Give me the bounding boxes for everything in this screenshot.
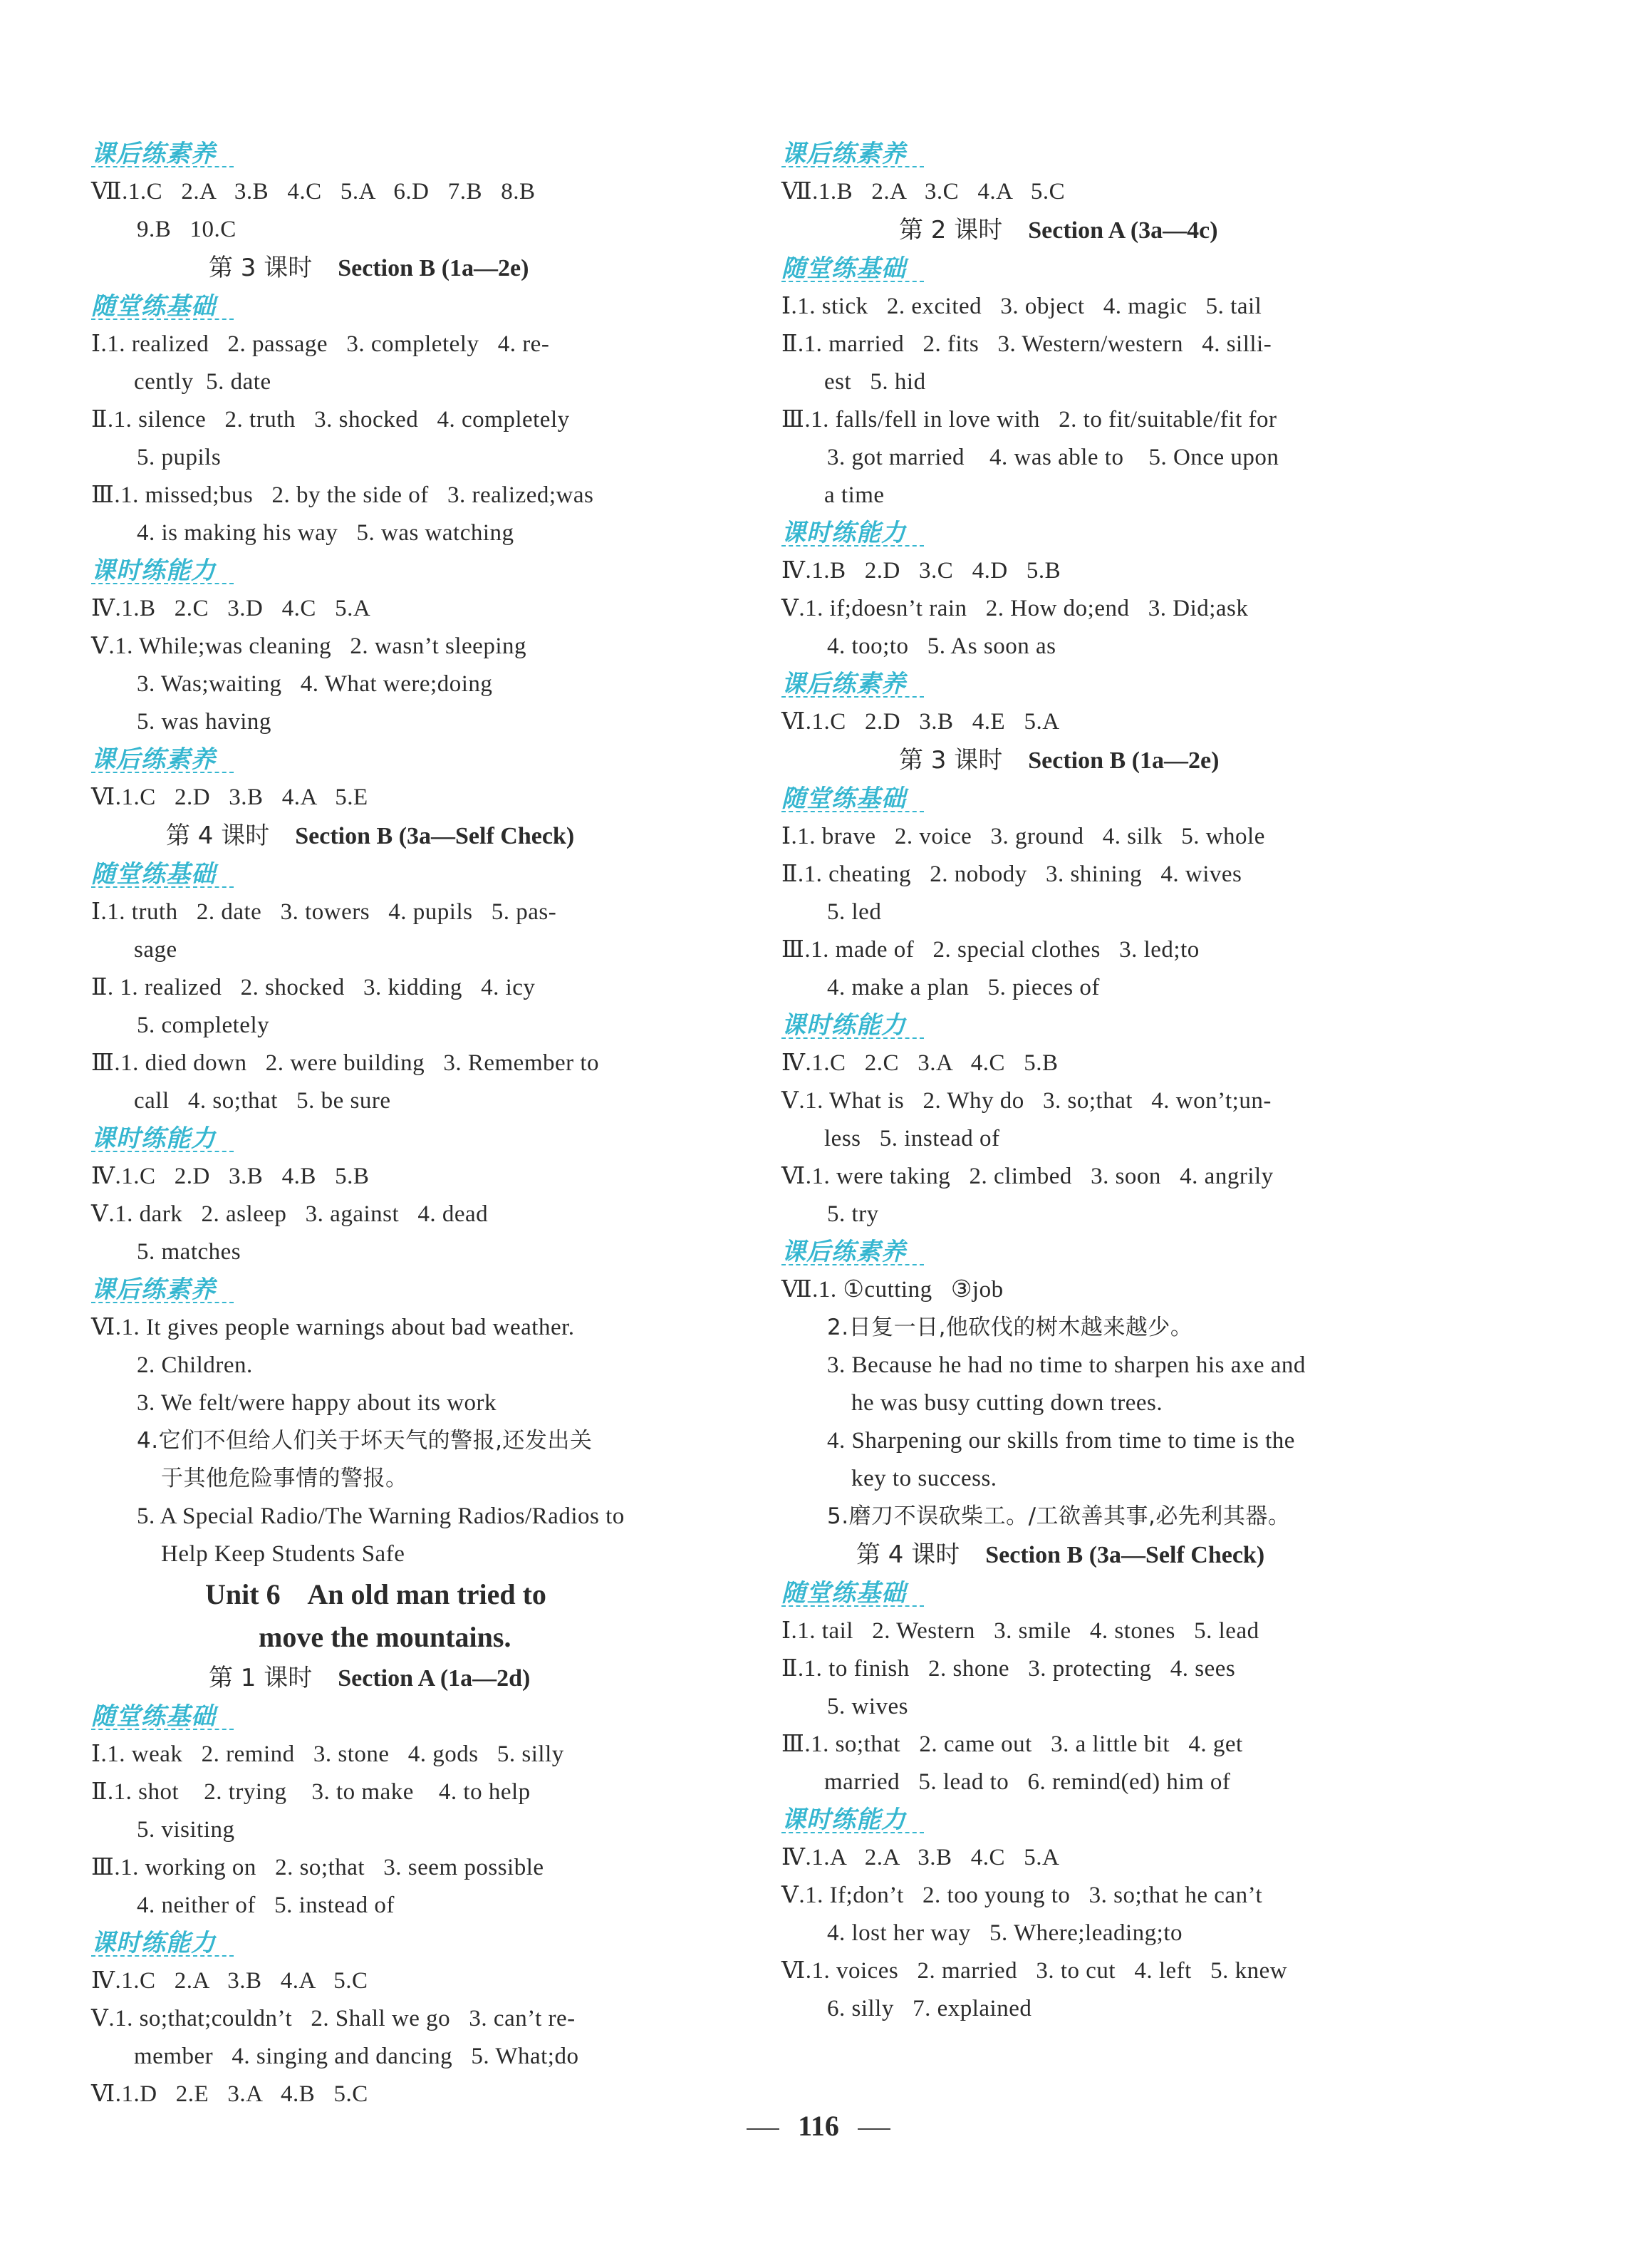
section-tag-label: 课后练素养	[781, 670, 906, 698]
section-tag	[781, 250, 1423, 288]
section-tag-label: 随堂练基础	[91, 860, 216, 889]
section-tag	[781, 666, 1423, 703]
section-tag-label: 课时练能力	[781, 1011, 906, 1040]
section-tag-label: 课时练能力	[91, 556, 216, 585]
answer-line: 4. too;to 5. As soon as	[827, 633, 1056, 659]
answer-line: 5. was having	[137, 709, 271, 735]
right-column	[781, 135, 1423, 2028]
answer-line: 6. silly 7. explained	[827, 1996, 1032, 2021]
answer-line: Ⅶ.1.C 2.A 3.B 4.C 5.A 6.D 7.B 8.B	[91, 179, 536, 204]
lesson-section: Section B (3a—Self Check)	[985, 1542, 1265, 1568]
answer-line: 2. Children.	[137, 1352, 253, 1378]
lesson-heading	[91, 817, 732, 856]
answer-line: 4.它们不但给人们关于坏天气的警报,还发出关	[137, 1428, 593, 1454]
section-tag-label: 随堂练基础	[781, 785, 906, 813]
page-number-dash-left	[747, 2128, 779, 2130]
section-tag	[91, 552, 732, 590]
lesson-heading	[781, 211, 1423, 250]
answer-line: Ⅶ.1. ①cutting ③job	[781, 1277, 1004, 1303]
lesson-number: 第 3 课时	[209, 254, 313, 282]
answer-line: Ⅲ.1. died down 2. were building 3. Remember to	[91, 1050, 600, 1076]
section-tag-label: 随堂练基础	[781, 1579, 906, 1607]
answer-line: 5. visiting	[137, 1817, 235, 1843]
answer-line: 9.B 10.C	[137, 217, 237, 242]
section-tag-label: 课后练素养	[781, 1238, 906, 1266]
answer-line: Ⅳ.1.B 2.C 3.D 4.C 5.A	[91, 596, 371, 621]
answer-line: Ⅴ.1. dark 2. asleep 3. against 4. dead	[91, 1201, 489, 1227]
lesson-heading	[91, 1659, 732, 1698]
section-tag	[781, 1801, 1423, 1839]
section-tag	[91, 1698, 732, 1736]
left-column	[91, 135, 732, 2113]
answer-line: Ⅵ.1.C 2.D 3.B 4.A 5.E	[91, 785, 368, 810]
answer-line: Ⅳ.1.C 2.D 3.B 4.B 5.B	[91, 1164, 370, 1189]
lesson-number: 第 4 课时	[856, 1541, 960, 1569]
answer-line: Ⅳ.1.C 2.A 3.B 4.A 5.C	[91, 1968, 368, 1994]
answer-line: Ⅴ.1. if;doesn’t rain 2. How do;end 3. Did;ask	[781, 596, 1249, 621]
answer-line: Ⅵ.1. voices 2. married 3. to cut 4. left 5. knew	[781, 1958, 1288, 1984]
answer-line: call 4. so;that 5. be sure	[134, 1088, 391, 1114]
lesson-heading	[781, 1536, 1423, 1575]
section-tag	[781, 780, 1423, 818]
answer-line: Ⅴ.1. so;that;couldn’t 2. Shall we go 3. can’t re-	[91, 2006, 576, 2031]
section-tag-label: 课时练能力	[781, 519, 906, 547]
section-tag	[91, 1271, 732, 1309]
lesson-heading	[781, 741, 1423, 780]
section-tag-label: 随堂练基础	[781, 254, 906, 283]
lesson-section: Section B (3a—Self Check)	[295, 823, 575, 849]
lesson-section: Section A (3a—4c)	[1028, 217, 1218, 244]
section-tag	[781, 1575, 1423, 1612]
section-tag-label: 课后练素养	[781, 140, 906, 168]
page-number	[0, 2109, 1637, 2143]
lesson-section: Section A (1a—2d)	[338, 1665, 531, 1692]
answer-line: Ⅵ.1.D 2.E 3.A 4.B 5.C	[91, 2081, 368, 2107]
answer-line: a time	[824, 482, 885, 508]
answer-line: cently 5. date	[134, 369, 271, 395]
section-tag-label: 课时练能力	[91, 1124, 216, 1153]
answer-line: Ⅴ.1. What is 2. Why do 3. so;that 4. won’t;un-	[781, 1088, 1272, 1114]
section-tag-label: 课时练能力	[91, 1929, 216, 1957]
section-tag	[91, 856, 732, 894]
section-tag	[91, 1925, 732, 1962]
answer-line: 4. neither of 5. instead of	[137, 1892, 395, 1918]
answer-line: Ⅰ.1. tail 2. Western 3. smile 4. stones 5. lead	[781, 1618, 1259, 1644]
answer-line: Help Keep Students Safe	[161, 1541, 405, 1567]
lesson-number: 第 4 课时	[166, 822, 270, 850]
lesson-section: Section B (1a—2e)	[1028, 747, 1220, 774]
answer-line: married 5. lead to 6. remind(ed) him of	[824, 1769, 1231, 1795]
answer-line: Ⅲ.1. falls/fell in love with 2. to fit/suitable/fit for	[781, 407, 1277, 433]
lesson-section: Section B (1a—2e)	[338, 255, 529, 281]
lesson-number: 第 3 课时	[899, 746, 1003, 775]
answer-line: 于其他危险事情的警报。	[161, 1466, 408, 1491]
section-tag	[91, 741, 732, 779]
lesson-heading	[91, 249, 732, 288]
page-number-dash-right	[858, 2128, 890, 2130]
section-tag-label: 课后练素养	[91, 745, 216, 774]
answer-line: Ⅱ.1. shot 2. trying 3. to make 4. to help	[91, 1779, 531, 1805]
section-tag	[91, 135, 732, 173]
answer-line: 3. We felt/were happy about its work	[137, 1390, 497, 1416]
answer-line: sage	[134, 937, 177, 963]
answer-line: 5. wives	[827, 1694, 908, 1719]
section-tag	[781, 1007, 1423, 1045]
answer-line: Ⅳ.1.C 2.C 3.A 4.C 5.B	[781, 1050, 1059, 1076]
section-tag	[781, 1233, 1423, 1271]
answer-line: Ⅱ.1. silence 2. truth 3. shocked 4. completely	[91, 407, 570, 433]
answer-line: Ⅲ.1. missed;bus 2. by the side of 3. realized;was	[91, 482, 594, 508]
answer-line: 4. is making his way 5. was watching	[137, 520, 514, 546]
answer-line: Ⅶ.1.B 2.A 3.C 4.A 5.C	[781, 179, 1066, 204]
answer-line: less 5. instead of	[824, 1126, 1000, 1151]
answer-line: Ⅲ.1. made of 2. special clothes 3. led;to	[781, 937, 1200, 963]
answer-line: Ⅵ.1.C 2.D 3.B 4.E 5.A	[781, 709, 1060, 735]
section-tag	[91, 1120, 732, 1158]
section-tag-label: 随堂练基础	[91, 1702, 216, 1731]
answer-line: 5. A Special Radio/The Warning Radios/Radios to	[137, 1503, 625, 1529]
answer-line: 5. completely	[137, 1013, 270, 1038]
page-number-text: 116	[798, 2110, 839, 2142]
answer-line: 4. make a plan 5. pieces of	[827, 975, 1100, 1000]
answer-line: Ⅰ.1. truth 2. date 3. towers 4. pupils 5. pas-	[91, 899, 557, 925]
answer-line: Ⅵ.1. were taking 2. climbed 3. soon 4. angrily	[781, 1164, 1274, 1189]
lesson-number: 第 2 课时	[899, 216, 1003, 244]
answer-line: 2.日复一日,他砍伐的树木越来越少。	[827, 1315, 1193, 1340]
section-tag	[781, 135, 1423, 173]
section-tag	[781, 514, 1423, 552]
answer-line: Ⅰ.1. weak 2. remind 3. stone 4. gods 5. silly	[91, 1741, 564, 1767]
unit-title: Unit 6 An old man tried to	[205, 1578, 546, 1610]
answer-line: 3. got married 4. was able to 5. Once upon	[827, 445, 1279, 470]
answer-line: Ⅰ.1. brave 2. voice 3. ground 4. silk 5. whole	[781, 824, 1265, 849]
answer-line: Ⅱ. 1. realized 2. shocked 3. kidding 4. icy	[91, 975, 536, 1000]
answer-line: Ⅴ.1. While;was cleaning 2. wasn’t sleeping	[91, 633, 526, 659]
answer-line: Ⅱ.1. cheating 2. nobody 3. shining 4. wives	[781, 861, 1242, 887]
answer-line: Ⅲ.1. working on 2. so;that 3. seem possible	[91, 1855, 544, 1880]
answer-line: he was busy cutting down trees.	[851, 1390, 1163, 1416]
answer-line: 5. led	[827, 899, 882, 925]
answer-line: 3. Was;waiting 4. What were;doing	[137, 671, 493, 697]
answer-line: Ⅳ.1.B 2.D 3.C 4.D 5.B	[781, 558, 1061, 584]
answer-line: key to success.	[851, 1466, 997, 1491]
section-tag	[91, 288, 732, 326]
unit-title: move the mountains.	[259, 1621, 511, 1653]
section-tag-label: 课后练素养	[91, 140, 216, 168]
section-tag-label: 课后练素养	[91, 1275, 216, 1304]
answer-line: Ⅴ.1. If;don’t 2. too young to 3. so;that he can’t	[781, 1883, 1263, 1908]
section-tag-label: 课时练能力	[781, 1806, 906, 1834]
answer-line: Ⅳ.1.A 2.A 3.B 4.C 5.A	[781, 1845, 1060, 1870]
answer-line: Ⅱ.1. to finish 2. shone 3. protecting 4. sees	[781, 1656, 1236, 1682]
answer-line: Ⅵ.1. It gives people warnings about bad weather.	[91, 1315, 575, 1340]
answer-line: est 5. hid	[824, 369, 926, 395]
answer-line: 4. lost her way 5. Where;leading;to	[827, 1920, 1183, 1946]
answer-line: Ⅲ.1. so;that 2. came out 3. a little bit 4. get	[781, 1731, 1243, 1757]
answer-line: Ⅰ.1. stick 2. excited 3. object 4. magic 5. tail	[781, 294, 1262, 319]
answer-line: 5. pupils	[137, 445, 222, 470]
answer-line: 5. matches	[137, 1239, 241, 1265]
answer-line: Ⅱ.1. married 2. fits 3. Western/western 4. silli-	[781, 331, 1272, 357]
answer-line: Ⅰ.1. realized 2. passage 3. completely 4. re-	[91, 331, 550, 357]
answer-line: 3. Because he had no time to sharpen his axe and	[827, 1352, 1306, 1378]
answer-line: member 4. singing and dancing 5. What;do	[134, 2044, 579, 2069]
section-tag-label: 随堂练基础	[91, 292, 216, 321]
answer-line: 4. Sharpening our skills from time to time is the	[827, 1428, 1295, 1454]
answer-line: 5. try	[827, 1201, 879, 1227]
lesson-number: 第 1 课时	[209, 1664, 313, 1692]
answer-line: 5.磨刀不误砍柴工。/工欲善其事,必先利其器。	[827, 1503, 1291, 1529]
